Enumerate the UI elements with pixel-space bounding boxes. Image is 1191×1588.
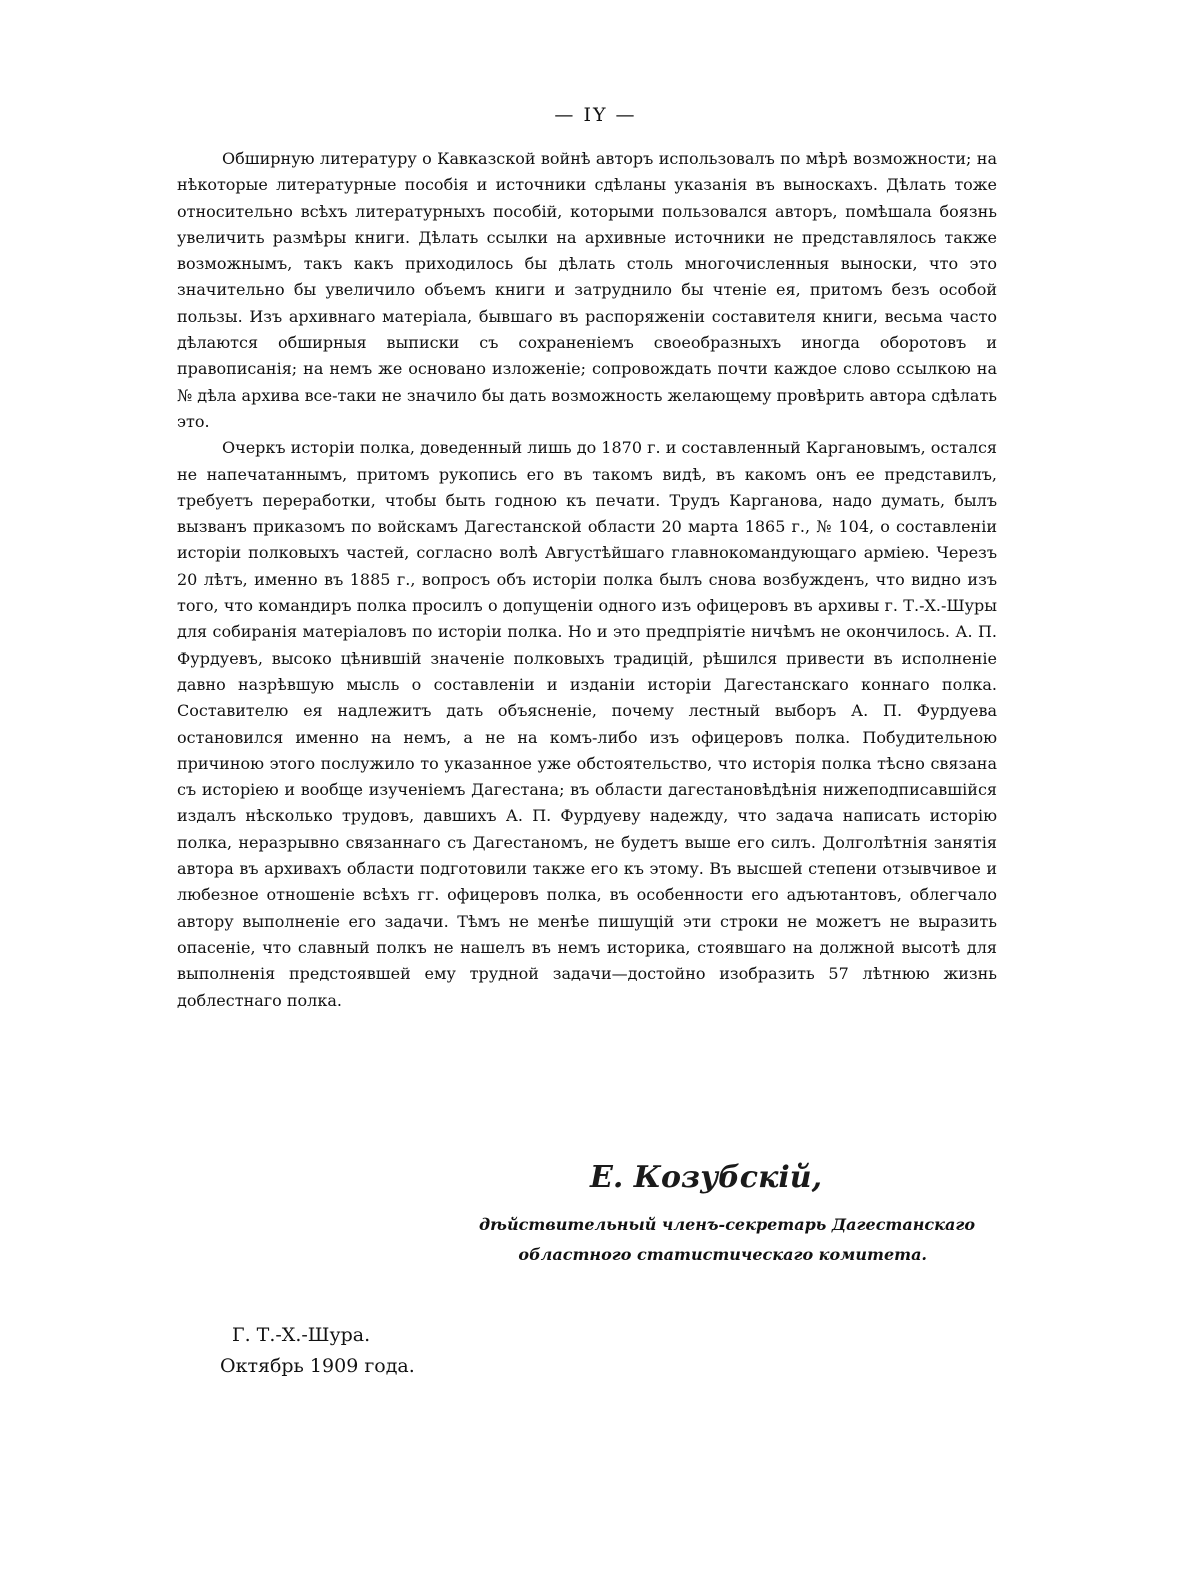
signature-title-line-2: областного статистическаго комитета.: [518, 1245, 927, 1264]
body-text: [177, 146, 997, 1014]
paragraph-2: Очеркъ исторіи полка, доведенный лишь до 1870 г. и составленный Каргановымъ, остался не напечатаннымъ, притомъ рукопись его въ такомъ видѣ, въ какомъ онъ ее представилъ, требуетъ переработки, чтобы быть годною къ печати. Трудъ Карганова, надо думать, былъ вызванъ приказомъ по войскамъ Дагестанской области 20 марта 1865 г., № 104, о составленіи исторіи полковыхъ частей, согласно волѣ Августѣйшаго главнокомандующаго арміею. Черезъ 20 лѣтъ, именно въ 1885 г., вопросъ объ исторіи полка былъ снова возбужденъ, что видно изъ того, что командиръ полка просилъ о допущеніи одного изъ офицеровъ въ архивы г. Т.-Х.-Шуры для собиранія матеріаловъ по исторіи полка. Но и это предпріятіе ничѣмъ не окончилось. А. П. Фурдуевъ, высоко цѣнившій значеніе полковыхъ традицій, рѣшился привести въ исполненіе давно назрѣвшую мысль о составленіи и изданіи исторіи Дагестанскаго коннаго полка. Составителю ея надлежитъ дать объясненіе, почему лестный выборъ А. П. Фурдуева остановился именно на немъ, а не на комъ-либо изъ офицеровъ полка. Побудительною причиною этого послужило то указанное уже обстоятельство, что исторія полка тѣсно связана съ исторіею и вообще изученіемъ Дагестана; въ области дагестановѣдѣнія нижеподписавшійся издалъ нѣсколько трудовъ, давшихъ А. П. Фурдуеву надежду, что задача написать исторію полка, неразрывно связаннаго съ Дагестаномъ, не будетъ выше его силъ. Долголѣтнія занятія автора въ архивахъ области подготовили также его къ этому. Въ высшей степени отзывчивое и любезное отношеніе всѣхъ гг. офицеровъ полка, въ особенности его адъютантовъ, облегчало автору выполненіе его задачи. Тѣмъ не менѣе пишущій эти строки не можетъ не выразить опасеніе, что славный полкъ не нашелъ въ немъ историка, стоявшаго на должной высотѣ для выполненія предстоявшей ему трудной задачи—достойно изобразить 57 лѣтнюю жизнь доблестнаго полка.: [177, 438, 997, 1010]
place: Г. Т.-Х.-Шура.: [232, 1324, 371, 1346]
place-date-block: [220, 1320, 415, 1382]
signature-title: [420, 1210, 975, 1270]
date: Октябрь 1909 года.: [220, 1355, 415, 1377]
paragraph-1: Обширную литературу о Кавказской войнѣ авторъ использовалъ по мѣрѣ возможности; на нѣкоторые литературные пособія и источники сдѣланы указанія въ выноскахъ. Дѣлать тоже относительно всѣхъ литературныхъ пособій, которыми пользовался авторъ, помѣшала боязнь увеличить размѣры книги. Дѣлать ссылки на архивные источники не представлялось также возможнымъ, такъ какъ приходилось бы дѣлать столь многочисленныя выноски, что это значительно бы увеличило объемъ книги и затруднило бы чтеніе ея, притомъ безъ особой пользы. Изъ архивнаго матеріала, бывшаго въ распоряженіи составителя книги, весьма часто дѣлаются обширныя выписки съ сохраненіемъ своеобразныхъ иногда оборотовъ и правописанія; на немъ же основано изложеніе; сопровождать почти каждое слово ссылкою на № дѣла архива все-таки не значило бы дать возможность желающему провѣрить автора сдѣлать это.: [177, 149, 997, 431]
page-number: — IY —: [554, 104, 637, 126]
signature-name: Е. Козубскій,: [590, 1160, 823, 1195]
signature-title-line-1: дѣйствительный членъ-секретарь Дагестанскаго: [479, 1215, 975, 1234]
